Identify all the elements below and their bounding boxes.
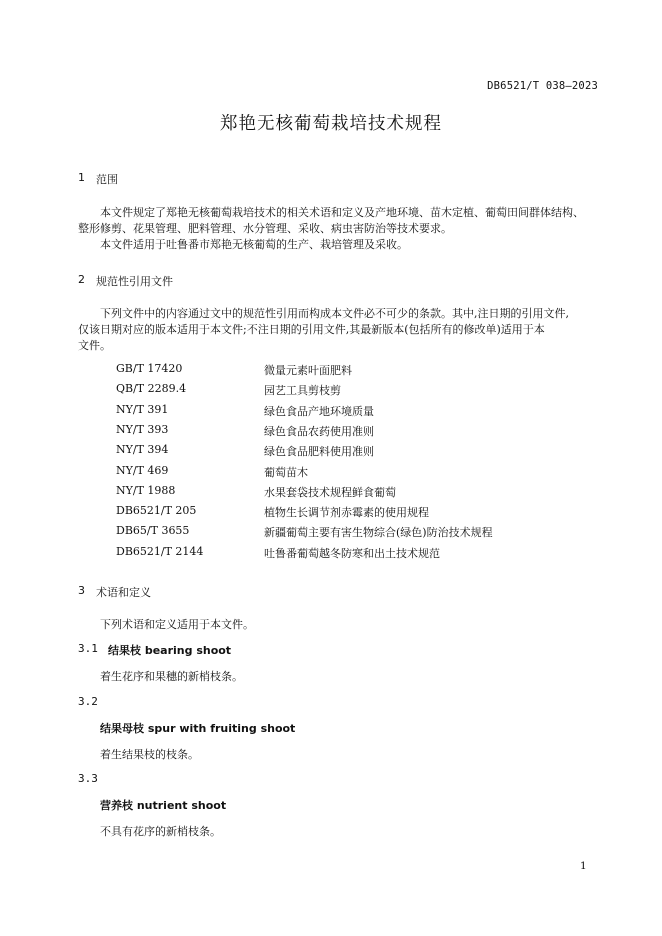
section-1-para-1 <box>78 205 584 253</box>
document-code-header: DB6521/T 038—2023 <box>487 80 598 92</box>
reference-code: NY/T 391 <box>116 403 169 416</box>
reference-title: 新疆葡萄主要有害生物综合(绿色)防治技术规程 <box>264 526 493 539</box>
reference-code: DB6521/T 205 <box>116 504 197 517</box>
section-1-para-2: 本文件适用于吐鲁番市郑艳无核葡萄的生产、栽培管理及采收。 <box>100 238 408 251</box>
section-3-number: 3 <box>78 584 85 597</box>
reference-code: NY/T 469 <box>116 464 169 477</box>
term-3-1-number: 3.1 <box>78 642 98 655</box>
term-3-3-heading: 营养枝 nutrient shoot <box>100 799 227 812</box>
term-3-2-definition: 着生结果枝的枝条。 <box>100 748 199 761</box>
reference-title: 吐鲁番葡萄越冬防寒和出土技术规范 <box>264 547 440 560</box>
reference-title: 水果套袋技术规程鲜食葡萄 <box>264 486 396 499</box>
section-1-para-1-line-2: 整形修剪、花果管理、肥料管理、水分管理、采收、病虫害防治等技术要求。 <box>78 222 452 235</box>
reference-code: DB6521/T 2144 <box>116 545 204 558</box>
term-3-2-number: 3.2 <box>78 695 98 708</box>
reference-title: 绿色食品农药使用准则 <box>264 425 374 438</box>
reference-code: DB65/T 3655 <box>116 524 190 537</box>
reference-code: NY/T 1988 <box>116 484 176 497</box>
section-2-para <box>78 306 569 354</box>
document-title: 郑艳无核葡萄栽培技术规程 <box>220 114 442 134</box>
reference-title: 植物生长调节剂赤霉素的使用规程 <box>264 506 429 519</box>
section-1-para-1-line-1: 本文件规定了郑艳无核葡萄栽培技术的相关术语和定义及产地环境、苗木定植、葡萄田间群体结构、 <box>100 206 584 219</box>
term-3-2-heading: 结果母枝 spur with fruiting shoot <box>100 722 296 735</box>
reference-code: GB/T 17420 <box>116 362 183 375</box>
section-2-para-line-2: 仅该日期对应的版本适用于本文件;不注日期的引用文件,其最新版本(包括所有的修改单)适用于本 <box>78 323 545 336</box>
section-2-title: 规范性引用文件 <box>96 275 173 288</box>
term-3-3-definition: 不具有花序的新梢枝条。 <box>100 825 221 838</box>
term-3-1-definition: 着生花序和果穗的新梢枝条。 <box>100 670 243 683</box>
page-number: 1 <box>580 860 587 872</box>
section-1-title: 范围 <box>96 173 118 186</box>
reference-title: 绿色食品肥料使用准则 <box>264 445 374 458</box>
reference-title: 绿色食品产地环境质量 <box>264 405 374 418</box>
section-3-title: 术语和定义 <box>96 586 151 599</box>
section-2-number: 2 <box>78 273 85 286</box>
reference-code: NY/T 394 <box>116 443 169 456</box>
reference-title: 微量元素叶面肥料 <box>264 364 352 377</box>
section-3-intro: 下列术语和定义适用于本文件。 <box>100 618 254 631</box>
term-3-1-heading: 结果枝 bearing shoot <box>108 644 232 657</box>
section-2-para-line-1: 下列文件中的内容通过文中的规范性引用而构成本文件必不可少的条款。其中,注日期的引用文件, <box>100 307 569 320</box>
reference-title: 园艺工具剪枝剪 <box>264 384 341 397</box>
term-3-3-number: 3.3 <box>78 772 98 785</box>
reference-code: NY/T 393 <box>116 423 169 436</box>
section-2-para-line-3: 文件。 <box>78 339 111 352</box>
section-1-number: 1 <box>78 171 85 184</box>
reference-code: QB/T 2289.4 <box>116 382 187 395</box>
reference-title: 葡萄苗木 <box>264 466 308 479</box>
